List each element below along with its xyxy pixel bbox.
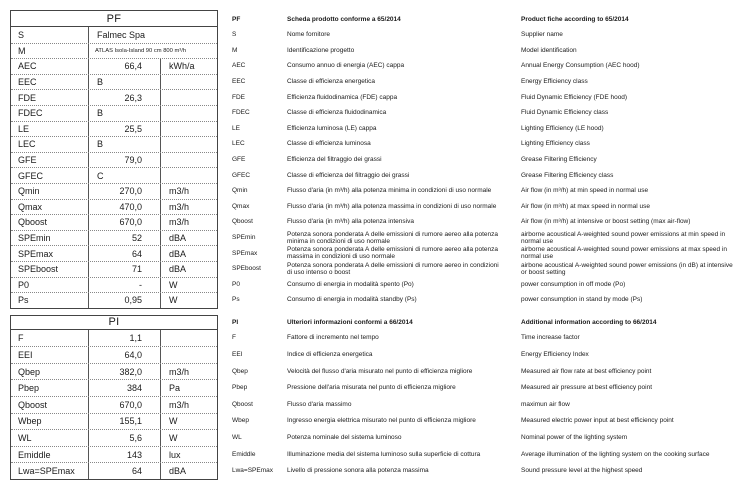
description-row-en [521, 363, 737, 380]
row-value: 64 [88, 246, 160, 261]
description-row-it [232, 27, 500, 43]
description-row-en [521, 379, 737, 396]
row-unit [160, 330, 217, 347]
row-value: 382,0 [88, 364, 160, 380]
row-description-it: Identificazione progetto [287, 46, 355, 54]
row-value: 384 [88, 380, 160, 396]
row-code: Emiddle [232, 450, 256, 458]
row-code: AEC [232, 62, 246, 70]
description-row-it [232, 152, 500, 168]
table-row [11, 261, 217, 277]
english-section-pf [521, 11, 737, 308]
row-value: B [88, 137, 160, 152]
row-unit: dBA [160, 463, 217, 479]
description-row-en [521, 89, 737, 105]
row-value: 52 [88, 231, 160, 246]
description-row-it [232, 167, 500, 183]
description-row-en [521, 58, 737, 74]
table-row [11, 89, 217, 105]
table-row [11, 230, 217, 246]
description-row-it [232, 261, 500, 277]
description-row-it [232, 245, 500, 261]
row-unit [160, 90, 217, 105]
table-row [11, 245, 217, 261]
row-key: SPEmin [18, 233, 51, 244]
row-key: M [18, 45, 26, 56]
row-description-it: Potenza sonora ponderata A delle emissioni di rumore aereo alla potenza minima in condizioni di uso normale [287, 230, 499, 245]
table-row [11, 413, 217, 430]
row-key: FDEC [18, 108, 43, 119]
description-row-en [521, 43, 737, 59]
row-key: EEI [18, 350, 33, 361]
row-description-en: airborne acoustical A-weighted sound power emissions at max speed in normal use [521, 246, 727, 261]
row-key: Qmin [18, 186, 40, 197]
row-description-it: Ingresso energia elettrica misurato nel punto di efficienza migliore [287, 417, 476, 425]
row-value: 270,0 [88, 184, 160, 199]
table-row [11, 292, 217, 308]
row-code: SPEmin [232, 234, 256, 242]
description-row-en [521, 446, 737, 463]
row-description-en: Supplier name [521, 31, 563, 39]
row-key: AEC [18, 61, 37, 72]
row-unit: m3/h [160, 215, 217, 230]
row-key: S [18, 29, 25, 40]
row-value: 71 [88, 262, 160, 277]
row-code: EEI [232, 351, 243, 359]
description-row-it [232, 121, 500, 137]
table-row [11, 183, 217, 199]
row-description-it: Classe di efficienza fluidodinamica [287, 109, 387, 117]
description-row-it [232, 74, 500, 90]
description-row-en [521, 346, 737, 363]
row-description-it: Indice di efficienza energetica [287, 351, 373, 359]
row-unit: W [160, 293, 217, 308]
description-row-it [232, 230, 500, 246]
row-description-en: Air flow (in m³/h) at intensive or boost setting (max air-flow) [521, 218, 691, 226]
row-value: 25,5 [88, 122, 160, 137]
row-description-it: Classe di efficienza energetica [287, 78, 376, 86]
row-description-en: Air flow (in m³/h) at max speed in normal use [521, 202, 650, 210]
row-description-it: Consumo di energia in modalità standby (Ps) [287, 296, 417, 304]
description-row-en [521, 167, 737, 183]
row-description-en: Annual Energy Consumption (AEC hood) [521, 62, 640, 70]
table-section-pf [10, 10, 218, 309]
row-description-en: Average illumination of the lighting system on the cooking surface [521, 450, 710, 458]
english-section-pi [521, 316, 737, 479]
table-row [11, 396, 217, 413]
row-description-it: Classe di efficienza del filtraggio dei grassi [287, 171, 410, 179]
row-key: Qboost [18, 399, 48, 410]
table-row [11, 152, 217, 168]
row-key: Pbep [18, 383, 40, 394]
table-row [11, 136, 217, 152]
row-key: LEC [18, 139, 36, 150]
row-value: 66,4 [88, 59, 160, 74]
row-description-en: power consumption in stand by mode (Ps) [521, 296, 643, 304]
row-code: GFEC [232, 171, 251, 179]
table-row [11, 446, 217, 463]
row-key: FDE [18, 92, 36, 103]
row-description-en: Energy Efficiency class [521, 78, 588, 86]
row-description-it: Consumo annuo di energia (AEC) cappa [287, 62, 405, 70]
row-code: Qmax [232, 202, 250, 210]
description-row-it [232, 105, 500, 121]
row-value: 143 [88, 447, 160, 463]
row-key: GFEC [18, 170, 44, 181]
description-row-en [521, 136, 737, 152]
table-row [11, 74, 217, 90]
english-section-header: Additional information according to 66/2014 [521, 319, 657, 327]
row-unit [160, 106, 217, 121]
row-description-en: Model identification [521, 46, 577, 54]
row-unit: kWh/a [160, 59, 217, 74]
row-key: GFE [18, 155, 37, 166]
row-description-en: Measured air pressure at best efficiency point [521, 384, 653, 392]
row-code: SPEboost [232, 265, 261, 273]
section-title-it: Ulteriori informazioni conformi a 66/2014 [287, 319, 413, 327]
row-unit [160, 122, 217, 137]
description-row-en [521, 396, 737, 413]
row-description-en: airborne acoustical A-weighted sound power emissions at min speed in normal use [521, 230, 726, 245]
description-row-en [521, 214, 737, 230]
description-row-en [521, 199, 737, 215]
row-key: Lwa=SPEmax [18, 466, 75, 477]
row-unit: lux [160, 447, 217, 463]
row-unit [160, 153, 217, 168]
section-title-it: Scheda prodotto conforme a 65/2014 [287, 15, 401, 23]
row-key: LE [18, 123, 30, 134]
row-description-it: Classe di efficienza luminosa [287, 140, 371, 148]
description-row-it [232, 346, 500, 363]
row-code: GFE [232, 156, 246, 164]
description-row-it [232, 413, 500, 430]
description-row-en [521, 292, 737, 308]
description-row-it [232, 199, 500, 215]
table-row [11, 277, 217, 293]
row-key: Qbep [18, 366, 41, 377]
row-description-it: Flusso d'aria (in m³/h) alla potenza massima in condizioni di uso normale [287, 202, 497, 210]
row-unit: m3/h [160, 200, 217, 215]
row-description-en: Fluid Dynamic Efficiency (FDE hood) [521, 93, 628, 101]
row-description-it: Velocità del flusso d'aria misurato nel punto di efficienza migliore [287, 367, 473, 375]
row-description-en: Lighting Efficiency (LE hood) [521, 124, 604, 132]
row-value: 670,0 [88, 397, 160, 413]
row-key: WL [18, 433, 32, 444]
row-description-it: Efficienza fluidodinamica (FDE) cappa [287, 93, 398, 101]
row-description-en: airbone acoustical A-weighted sound power emissions (in dB) at intensive or boost setting [521, 261, 733, 276]
row-code: LEC [232, 140, 245, 148]
row-code: FDE [232, 93, 245, 101]
row-code: SPEmax [232, 249, 258, 257]
row-code: Lwa=SPEmax [232, 467, 274, 475]
row-unit: m3/h [160, 184, 217, 199]
row-key: Emiddle [18, 449, 51, 460]
row-key: SPEmax [18, 248, 54, 259]
italian-section-pi [232, 316, 500, 479]
row-description-it: Efficienza luminosa (LE) cappa [287, 124, 377, 132]
row-code: Ps [232, 296, 240, 304]
row-description-en: Measured electric power input at best efficiency point [521, 417, 674, 425]
description-row-en [521, 183, 737, 199]
row-code: M [232, 46, 238, 54]
row-code: FDEC [232, 109, 250, 117]
description-row-it [232, 462, 500, 479]
row-description-it: Illuminazione media del sistema luminoso sulla superficie di cottura [287, 450, 481, 458]
table-row [11, 330, 217, 347]
description-row-it [232, 363, 500, 380]
description-row-en [521, 245, 737, 261]
row-code: Wbep [232, 417, 249, 425]
row-description-en: Nominal power of the lighting system [521, 434, 628, 442]
table-section-header: PI [11, 316, 217, 330]
italian-column [232, 11, 500, 479]
row-description-en: Measured air flow rate at best efficiency point [521, 367, 652, 375]
row-key: F [18, 332, 24, 343]
row-description-it: Potenza sonora ponderata A delle emissioni di rumore aereo alla potenza massima in condizioni di uso normale [287, 246, 499, 261]
row-value: 79,0 [88, 153, 160, 168]
row-unit [160, 75, 217, 90]
row-description-en: power consumption in off mode (Po) [521, 280, 626, 288]
description-row-en [521, 277, 737, 293]
row-unit: m3/h [160, 364, 217, 380]
row-code: EEC [232, 78, 246, 86]
english-column [521, 11, 737, 479]
description-row-it [232, 183, 500, 199]
row-value: 0,95 [88, 293, 160, 308]
row-description-en: Air flow (in m³/h) at min speed in normal use [521, 187, 649, 195]
row-value: B [88, 75, 160, 90]
row-description-en: Sound pressure level at the highest speed [521, 467, 643, 475]
row-unit [160, 347, 217, 363]
description-row-it [232, 214, 500, 230]
table-section-header: PF [11, 11, 217, 27]
row-unit: dBA [160, 262, 217, 277]
row-key: Qboost [18, 217, 48, 228]
row-description-it: Consumo di energia in modalità spento (Po) [287, 280, 414, 288]
description-row-en [521, 230, 737, 246]
row-code: Qmin [232, 187, 248, 195]
row-unit: Pa [160, 380, 217, 396]
italian-section-header [232, 316, 500, 330]
row-code: WL [232, 434, 242, 442]
description-row-it [232, 292, 500, 308]
italian-section-header [232, 11, 500, 27]
row-unit: W [160, 278, 217, 293]
description-row-it [232, 379, 500, 396]
row-value: ATLAS Isola-Island 90 cm 800 m³/h [88, 44, 217, 59]
row-code: Qboost [232, 400, 253, 408]
row-key: Qmax [18, 201, 43, 212]
table-row [11, 199, 217, 215]
row-unit [160, 137, 217, 152]
description-row-it [232, 446, 500, 463]
spec-table-column [10, 10, 218, 480]
row-code: Qbep [232, 367, 248, 375]
row-value: B [88, 106, 160, 121]
description-row-en [521, 261, 737, 277]
row-code: Pbep [232, 384, 248, 392]
description-row-en [521, 462, 737, 479]
row-code: LE [232, 124, 240, 132]
row-description-it: Flusso d'aria (in m³/h) alla potenza intensiva [287, 218, 414, 226]
row-value: 64,0 [88, 347, 160, 363]
row-description-it: Flusso d'aria massimo [287, 400, 352, 408]
row-unit: dBA [160, 231, 217, 246]
description-row-en [521, 27, 737, 43]
row-key: P0 [18, 279, 30, 290]
description-row-it [232, 89, 500, 105]
table-row [11, 43, 217, 59]
row-description-it: Potenza sonora ponderata A delle emissioni di rumore aereo in condizioni di uso intenso o boost [287, 261, 499, 276]
section-code: PF [232, 15, 241, 23]
row-description-it: Fattore di incremento nel tempo [287, 334, 379, 342]
description-row-en [521, 152, 737, 168]
description-row-it [232, 58, 500, 74]
row-value: 1,1 [88, 330, 160, 347]
description-row-en [521, 121, 737, 137]
row-unit: dBA [160, 246, 217, 261]
description-row-it [232, 43, 500, 59]
row-code: F [232, 334, 236, 342]
row-unit [160, 168, 217, 183]
row-unit: W [160, 430, 217, 446]
row-description-it: Livello di pressione sonora alla potenza massima [287, 467, 429, 475]
row-value: 670,0 [88, 215, 160, 230]
row-value: 155,1 [88, 414, 160, 430]
row-key: Wbep [18, 416, 42, 427]
table-row [11, 379, 217, 396]
table-row [11, 429, 217, 446]
description-row-it [232, 429, 500, 446]
table-row [11, 214, 217, 230]
row-description-it: Pressione dell'aria misurata nel punto di efficienza migliore [287, 384, 456, 392]
table-row [11, 363, 217, 380]
description-row-it [232, 396, 500, 413]
row-description-it: Efficienza del filtraggio dei grassi [287, 156, 382, 164]
row-key: SPEboost [18, 264, 59, 275]
italian-section-pf [232, 11, 500, 308]
row-value: C [88, 168, 160, 183]
row-description-en: Grease Filtering Efficiency class [521, 171, 614, 179]
table-row [11, 105, 217, 121]
row-code: Qboost [232, 218, 253, 226]
description-row-en [521, 330, 737, 347]
table-row [11, 27, 217, 43]
table-row [11, 346, 217, 363]
row-value: 26,3 [88, 90, 160, 105]
row-value: Falmec Spa [88, 27, 217, 43]
row-value: 5,6 [88, 430, 160, 446]
table-row [11, 58, 217, 74]
row-description-en: maximun air flow [521, 400, 570, 408]
row-key: EEC [18, 77, 37, 88]
row-description-it: Potenza nominale del sistema luminoso [287, 434, 402, 442]
section-code: PI [232, 319, 239, 327]
row-description-en: Fluid Dynamic Efficiency class [521, 109, 609, 117]
english-section-header: Product fiche according to 65/2014 [521, 15, 629, 23]
row-description-en: Lighting Efficiency class [521, 140, 590, 148]
row-value: - [88, 278, 160, 293]
table-row [11, 462, 217, 479]
row-key: Ps [18, 295, 29, 306]
row-description-en: Energy Efficiency Index [521, 351, 589, 359]
description-row-it [232, 330, 500, 347]
row-value: 64 [88, 463, 160, 479]
description-row-en [521, 74, 737, 90]
description-row-en [521, 105, 737, 121]
row-description-en: Grease Filtering Efficiency [521, 156, 597, 164]
description-row-en [521, 429, 737, 446]
row-description-it: Flusso d'aria (in m³/h) alla potenza minima in condizioni di uso normale [287, 187, 492, 195]
row-unit: W [160, 414, 217, 430]
table-row [11, 121, 217, 137]
table-section-pi [10, 315, 218, 480]
row-unit: m3/h [160, 397, 217, 413]
description-row-it [232, 136, 500, 152]
row-value: 470,0 [88, 200, 160, 215]
description-row-it [232, 277, 500, 293]
row-code: S [232, 31, 237, 39]
row-description-it: Nome fornitore [287, 31, 330, 39]
description-row-en [521, 413, 737, 430]
row-code: P0 [232, 280, 240, 288]
table-row [11, 167, 217, 183]
row-description-en: Time increase factor [521, 334, 580, 342]
